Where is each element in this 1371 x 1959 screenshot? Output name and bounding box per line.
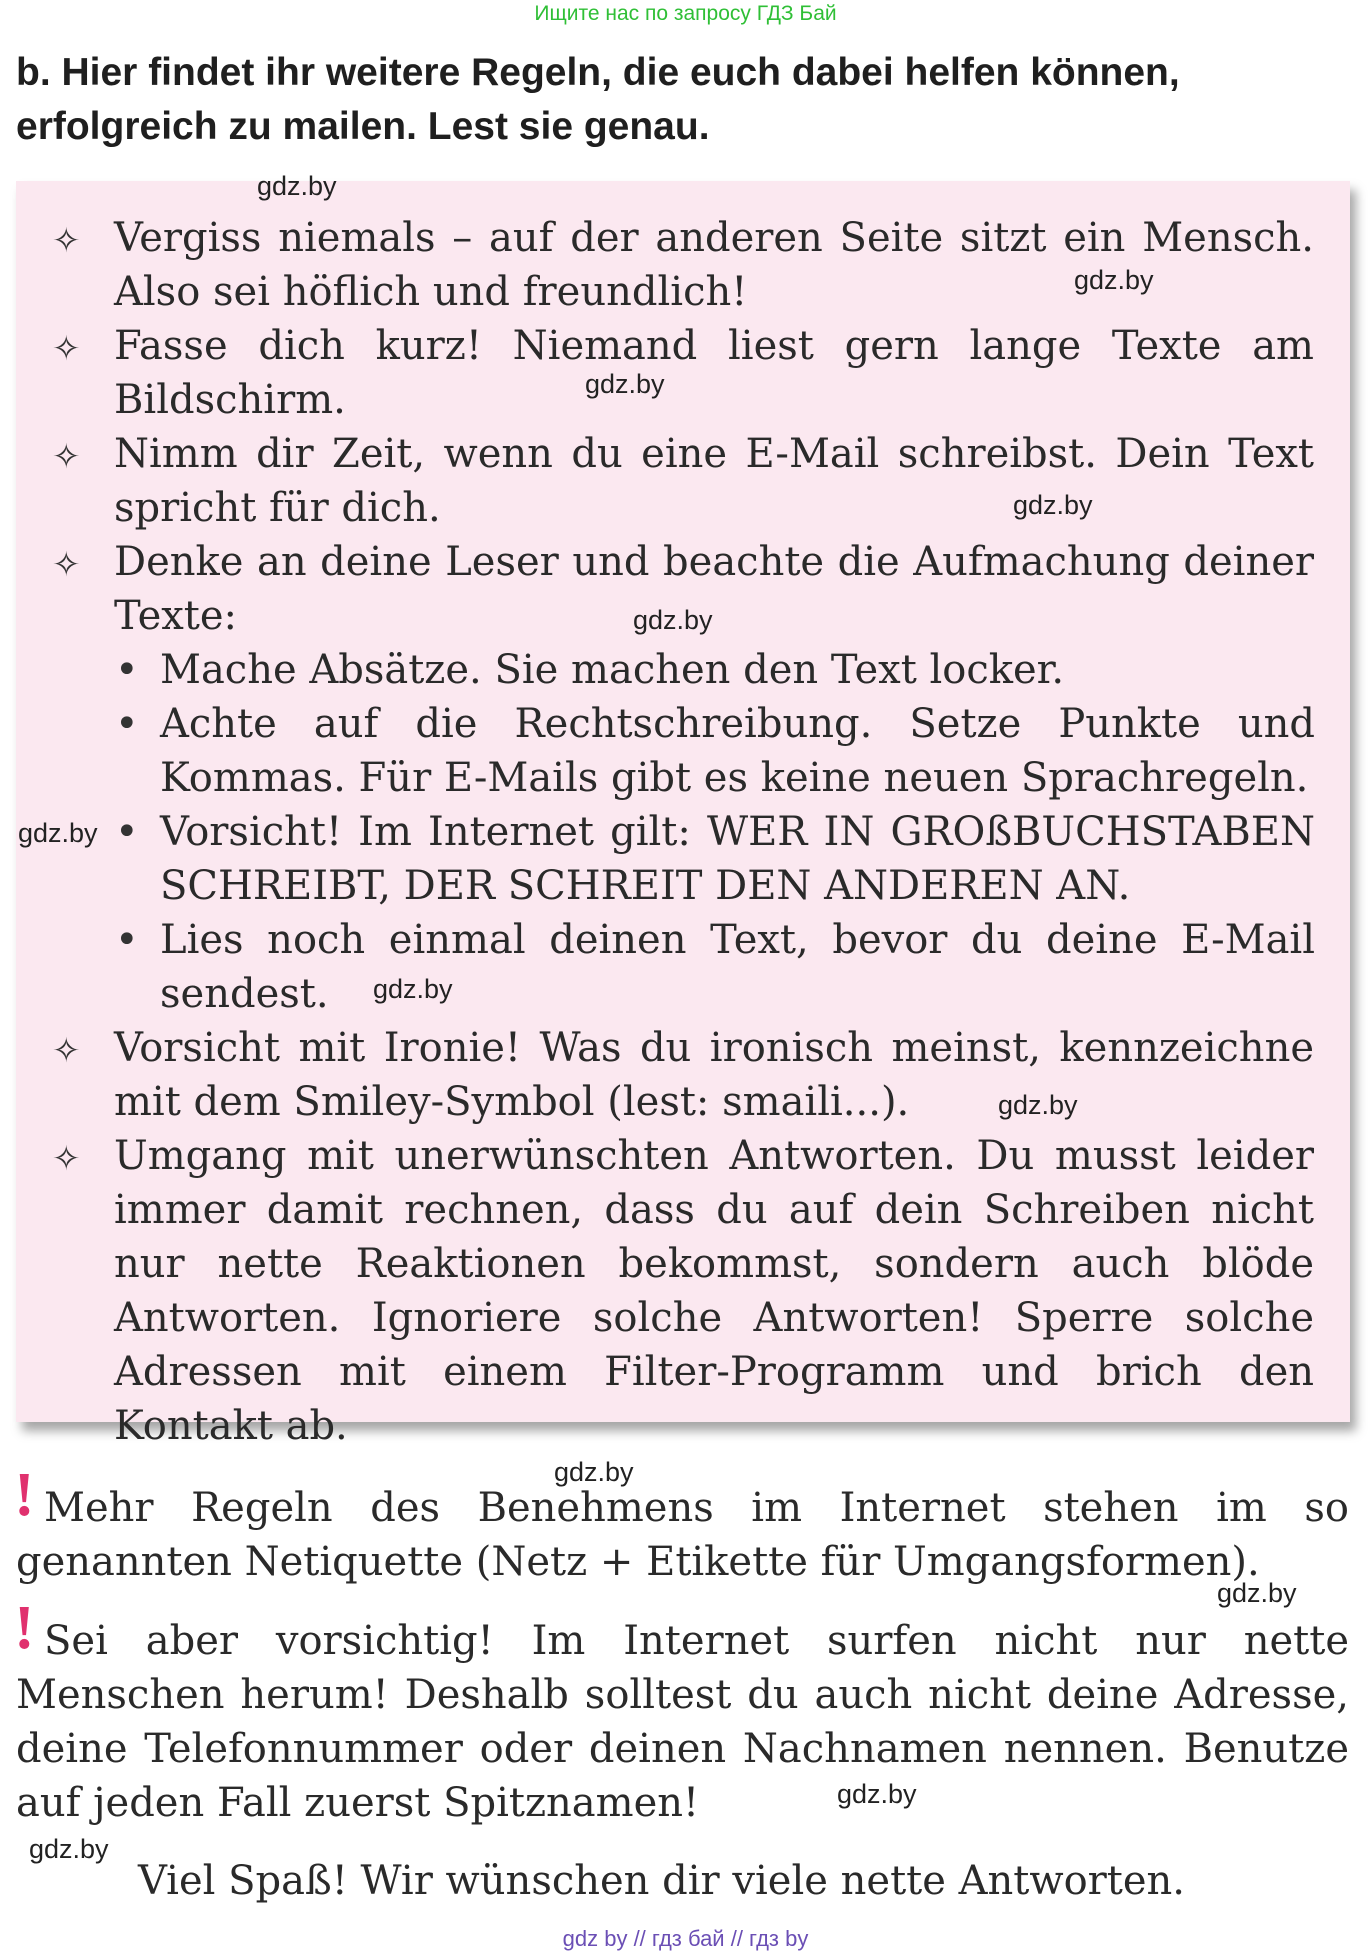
watermark: gdz.by (29, 1834, 109, 1864)
rule-star-icon: ✧ (52, 1139, 81, 1179)
bullet-icon: • (115, 809, 139, 855)
watermark: gdz.by (554, 1457, 634, 1487)
note-caution: Sei aber vorsichtig! Im Internet surfen nicht nur nette Menschen herum! Deshalb solltest du auch nicht deine Adresse, deine Telefonnummer oder deinen Nachnamen nennen. Benutze auf jeden Fall zuerst Spitznamen! (16, 1618, 1349, 1826)
note-netiquette: Mehr Regeln des Benehmens im Internet stehen im so genannten Netiquette (Netz + Etikette für Umgangsformen). (16, 1485, 1349, 1585)
rule-item: Vorsicht mit Ironie! Was du ironisch meinst, kennzeichne mit dem Smiley-Symbol (lest: smaili...). (114, 1025, 1314, 1125)
exclamation-icon: ! (14, 1594, 35, 1662)
rule-star-icon: ✧ (52, 437, 81, 477)
bullet-icon: • (115, 647, 139, 693)
task-heading: b. Hier findet ihr weitere Regeln, die euch dabei helfen können, erfolgreich zu mailen. Lest sie genau. (16, 51, 1180, 148)
rule-item: Umgang mit unerwünschten Antworten. Du musst leider immer damit rechnen, dass du auf dein Schreiben nicht nur nette Reaktionen bekommst, sondern auch blöde Antworten. Ignoriere solche Antworten! Sperre solche Adressen mit einem Filter-Programm und brich den Kontakt ab. (114, 1133, 1314, 1449)
watermark: gdz.by (257, 171, 337, 201)
rule-item: Nimm dir Zeit, wenn du eine E-Mail schreibst. Dein Text spricht für dich. (114, 431, 1314, 531)
rule-star-icon: ✧ (52, 545, 81, 585)
rule-item: Denke an deine Leser und beachte die Aufmachung deiner Texte: (114, 539, 1314, 639)
bullet-icon: • (115, 917, 139, 963)
watermark: gdz.by (998, 1090, 1078, 1120)
watermark: gdz.by (1217, 1578, 1297, 1608)
exclamation-icon: ! (14, 1461, 35, 1529)
watermark: gdz.by (18, 818, 98, 848)
bullet-icon: • (115, 701, 139, 747)
watermark: gdz.by (837, 1779, 917, 1809)
rule-star-icon: ✧ (52, 1031, 81, 1071)
watermark: gdz.by (373, 974, 453, 1004)
rule-item: Vergiss niemals – auf der anderen Seite sitzt ein Mensch. Also sei höflich und freundlich! (114, 215, 1314, 315)
rule-star-icon: ✧ (52, 221, 81, 261)
sub-rule-item: Lies noch einmal deinen Text, bevor du deine E-Mail sendest. (160, 917, 1315, 1017)
closing-line: Viel Spaß! Wir wünschen dir viele nette Antworten. (138, 1858, 1185, 1904)
watermark: gdz.by (585, 369, 665, 399)
watermark: gdz.by (633, 605, 713, 635)
rule-star-icon: ✧ (52, 329, 81, 369)
footer-watermark: gdz by // гдз бай // гдз by (562, 1926, 809, 1951)
watermark: gdz.by (1074, 265, 1154, 295)
sub-rule-item: Vorsicht! Im Internet gilt: WER IN GROßBUCHSTABEN SCHREIBT, DER SCHREIT DEN ANDEREN AN. (160, 809, 1315, 909)
rule-item: Fasse dich kurz! Niemand liest gern lange Texte am Bildschirm. (114, 323, 1314, 423)
top-banner: Ищите нас по запросу ГДЗ Бай (534, 2, 837, 25)
sub-rule-item: Achte auf die Rechtschreibung. Setze Punkte und Kommas. Für E-Mails gibt es keine neuen Sprachregeln. (160, 701, 1315, 801)
sub-rule-item: Mache Absätze. Sie machen den Text locker. (160, 647, 1065, 693)
watermark: gdz.by (1013, 490, 1093, 520)
